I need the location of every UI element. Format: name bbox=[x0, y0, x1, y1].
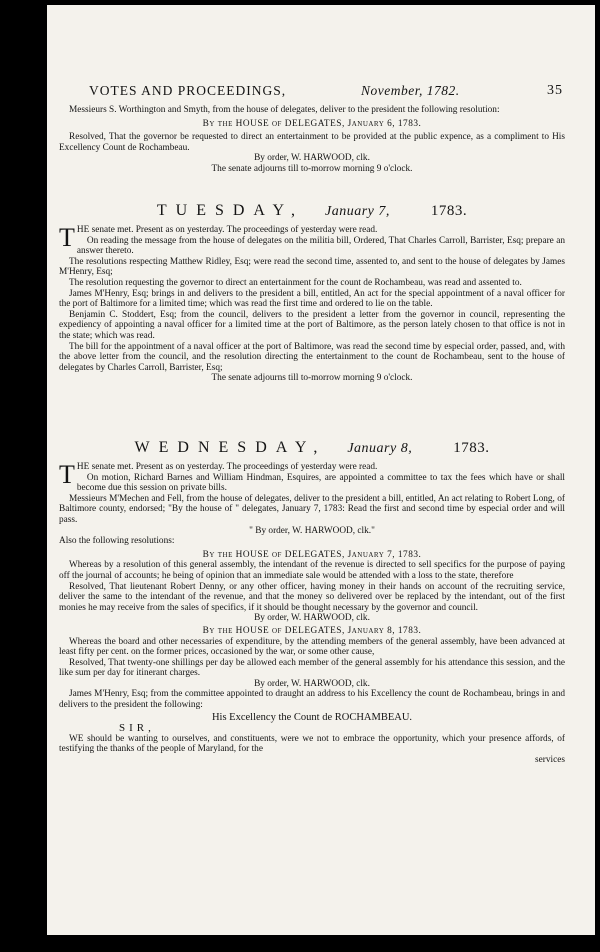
intro-adjourn: The senate adjourns till to-morrow morning 9 o'clock. bbox=[211, 163, 413, 174]
house-header-jan8: By the HOUSE of DELEGATES, January 8, 1783. bbox=[202, 625, 422, 636]
resolution-jan7: Resolved, That lieutenant Robert Denny, or any other officer, having money in their hands on account of the recruiting service, deliver the same to the intendant of the revenue, and that the money so delivered over be replaced by the intendant, out of the first monies he may receive from the sales of specifics, if it should be thought necessary by the governor and council. bbox=[59, 581, 565, 613]
intro-resolution: Resolved, That the governor be requested to direct an entertainment to be provided at the public expence, as a compliment to His Excellency Count de Rochambeau. bbox=[59, 132, 565, 153]
intro-house-header: By the HOUSE of DELEGATES, January 6, 1783. bbox=[202, 118, 422, 129]
tuesday-paragraph: On reading the message from the house of delegates on the militia bill, Ordered, That Charles Carroll, Barrister, Esq; prepare an answer thereto. bbox=[76, 235, 565, 257]
signature-jan8: By order, W. HARWOOD, clk. bbox=[254, 678, 370, 689]
wednesday-section bbox=[59, 462, 565, 766]
intro-section bbox=[59, 105, 565, 175]
tuesday-paragraph: HE senate met. Present as on yesterday. The proceedings of yesterday were read. bbox=[76, 225, 378, 235]
resolution-jan8: Resolved, That twenty-one shillings per day be allowed each member of the general assembly for his attendance this session, and the like sum per day for itinerant charges. bbox=[59, 657, 565, 679]
address-intro: James M'Henry, Esq; from the committee appointed to draught an address to his Excellency the count de Rochambeau, brings in and delivers to the president the following: bbox=[59, 689, 565, 711]
intro-signature: By order, W. HARWOOD, clk. bbox=[254, 153, 370, 164]
wednesday-endorsement-signature: " By order, W. HARWOOD, clk." bbox=[249, 525, 375, 536]
tuesday-date: January 7, bbox=[325, 204, 390, 219]
catchword: services bbox=[535, 755, 565, 766]
wednesday-paragraph: On motion, Richard Barnes and William Hindman, Esquires, are appointed a committee to tax the fees which have or shall become due this session on private bills. bbox=[76, 472, 565, 494]
tuesday-paragraph: The resolutions respecting Matthew Ridley, Esq; were read the second time, assented to, and sent to the house of delegates by James M'Henry, Esq; bbox=[59, 256, 565, 278]
tuesday-heading bbox=[59, 202, 565, 220]
address-salutation: SIR, bbox=[119, 722, 155, 735]
tuesday-section bbox=[59, 225, 565, 384]
wednesday-day: WEDNESDAY, bbox=[134, 439, 327, 456]
resolution-jan7: Whereas by a resolution of this general assembly, the intendant of the revenue is directed to sell specifics for the purpose of paying off the journal of accounts; he being of opinion that an immediate sale would be attended with a loss to the state, therefore bbox=[59, 560, 565, 581]
tuesday-paragraph: James M'Henry, Esq; brings in and delivers to the president a bill, entitled, An act for the special appointment of a naval officer for the port of Baltimore for a limited time; which was read the first time and ordered to lie on the table. bbox=[59, 288, 565, 310]
wednesday-dropcap: T bbox=[59, 460, 75, 489]
address-recipient: His Excellency the Count de ROCHAMBEAU. bbox=[211, 711, 413, 723]
tuesday-dropcap: T bbox=[59, 223, 75, 252]
tuesday-paragraph: The resolution requesting the governor to direct an entertainment for the count de Rochambeau, was read and assented to. bbox=[69, 277, 522, 288]
running-head-date: November, 1782. bbox=[361, 83, 460, 98]
intro-messengers: Messieurs S. Worthington and Smyth, from the house of delegates, deliver to the president the following resolution: bbox=[69, 105, 500, 115]
resolution-jan8: Whereas the board and other necessaries of expenditure, by the attending members of the general assembly, have been advanced at least fifty per cent. on the former prices, occasioned by the war, or some other cause, bbox=[59, 636, 565, 658]
wednesday-paragraph: Messieurs M'Mechen and Fell, from the house of delegates, deliver to the president a bill, entitled, An act relating to Robert Long, of Baltimore county, endorsed; "By the house of " delegates, January 7, 1783: Read the first and second time by especial order and will pass. bbox=[59, 493, 565, 525]
wednesday-paragraph: HE senate met. Present as on yesterday. The proceedings of yesterday were read. bbox=[76, 462, 378, 472]
signature-jan7: By order, W. HARWOOD, clk. bbox=[254, 613, 370, 624]
wednesday-heading bbox=[59, 439, 565, 457]
tuesday-year: 1783. bbox=[430, 203, 468, 219]
house-header-jan7: By the HOUSE of DELEGATES, January 7, 1783. bbox=[202, 549, 422, 560]
wednesday-paragraph: Also the following resolutions: bbox=[59, 536, 175, 547]
wednesday-date: January 8, bbox=[347, 441, 413, 456]
page-number: 35 bbox=[547, 83, 563, 98]
tuesday-paragraph: The bill for the appointment of a naval officer at the port of Baltimore, was read the second time by especial order, passed, and, with the above letter from the council, and the resolution directing the entertainment to the count de Rochambeau, sent to the house of delegates by Charles Carroll, Barrister, Esq; bbox=[59, 341, 565, 373]
tuesday-day: TUESDAY, bbox=[156, 202, 304, 219]
address-body: WE should be wanting to ourselves, and constituents, were we not to embrace the opportunity, which your presence affords, of testifying the thanks of the people of Maryland, for the bbox=[59, 733, 565, 755]
tuesday-adjourn: The senate adjourns till to-morrow morning 9 o'clock. bbox=[211, 373, 413, 384]
running-head-title: VOTES AND PROCEEDINGS, bbox=[89, 83, 287, 98]
wednesday-year: 1783. bbox=[453, 440, 490, 456]
tuesday-paragraph: Benjamin C. Stoddert, Esq; from the council, delivers to the president a letter from the governor in council, representing the expediency of appointing a naval officer for a limited time at the port of Baltimore, as the person lately chosen to that office is not in the state; which was read. bbox=[59, 309, 565, 341]
document-page bbox=[47, 5, 595, 935]
